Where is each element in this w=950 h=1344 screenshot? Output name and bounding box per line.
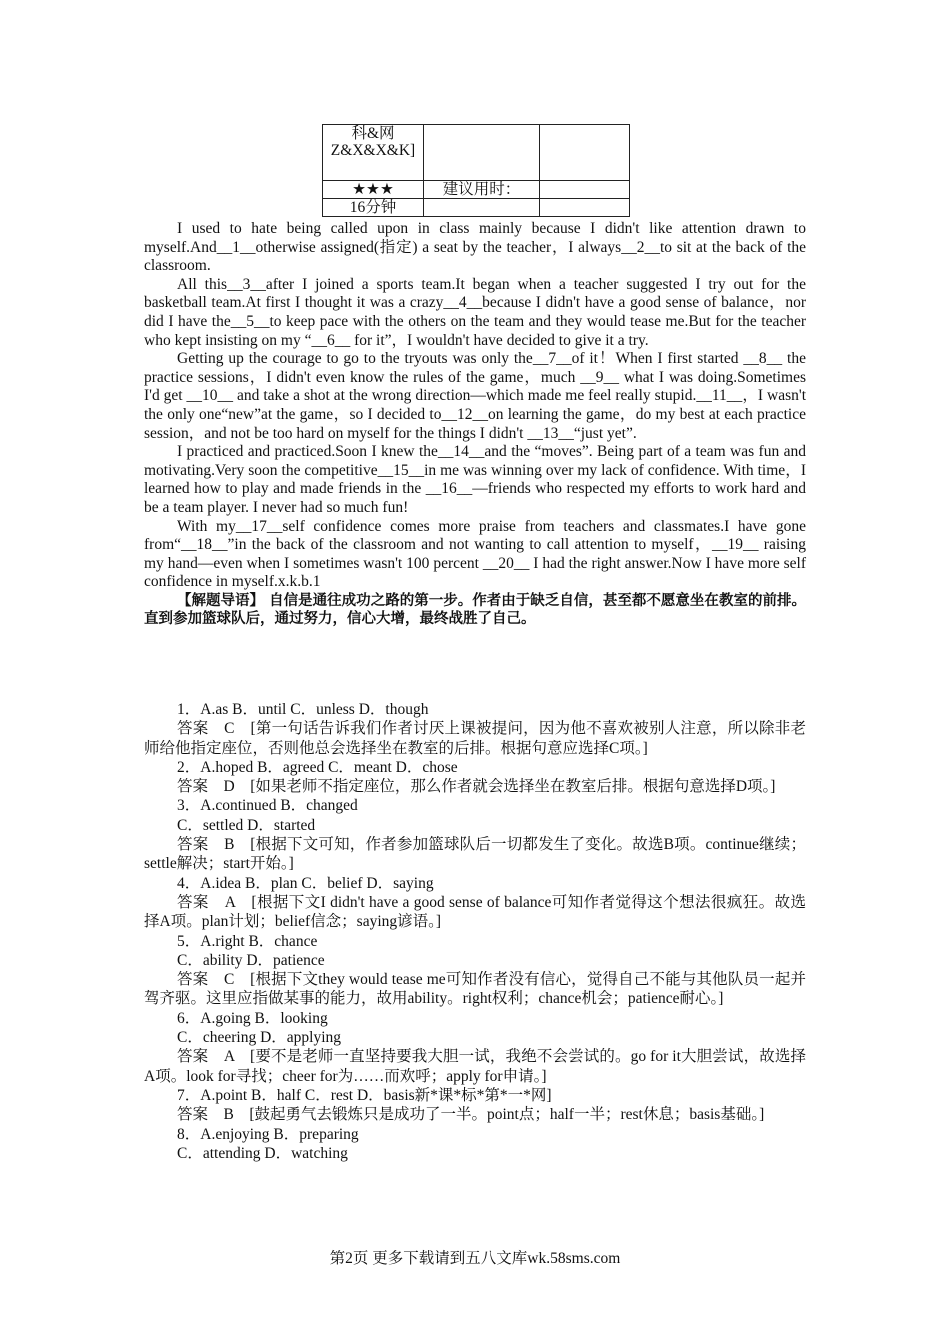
questions-list [144, 700, 806, 1163]
header-table [322, 124, 630, 217]
passage-paragraph: With my__17__self confidence comes more praise from teachers and classmates.I have gone from“__18__”in the back of the classroom and not wanting to call attention to myself，__19__ raising my hand—even when I sometimes wasn't 100 percent __20__ I had the right answer.Now I have more self confidence in myself.x.k.b.1 [144, 517, 806, 591]
passage-paragraph: Getting up the courage to go to the tryouts was only the__7__of it！When I first started __8__ the practice sessions，I didn't even know the rules of the game，much __9__ what I was doing.Sometimes I'd get __10__ and take a shot at the wrong direction—which made me feel really stupid.__11__，I wasn't the only one“new”at the game，so I decided to__12__on learning the game，do my best at each practice session，and not be too hard on myself for the things I didn't __13__“just yet”. [144, 350, 806, 442]
answer-explanation: 答案 C [根据下文they would tease me可知作者没有信心，觉得自己不能与其他队员一起并驾齐驱。这里应指做某事的能力，故用ability。right权利；chance机会；patience耐心。] [144, 971, 806, 1008]
passage-paragraph: All this__3__after I joined a sports team.It began when a teacher suggested I try out for the basketball team.At first I thought it was a crazy__4__because I didn't have a good sense of balance，nor did I have the__5__to keep pace with the others on the team and they would tease me.But for the teacher who kept insisting on my “__6__ for it”，I wouldn't have decided to give it a try. [144, 275, 806, 349]
question-5 [144, 932, 806, 1009]
passage-paragraph: I practiced and practiced.Soon I knew the__14__and the “moves”. Being part of a team was fun and motivating.Very soon the competitive__15__in me was winning over my lack of confidence. With time，I learned how to play and made friends in the __16__—friends who respected my efforts to work hard and be a team player. I never had so much fun! [144, 443, 806, 516]
question-options: C．attending D．watching [177, 1144, 348, 1162]
answer-explanation: 答案 A [根据下文I didn't have a good sense of balance可知作者觉得这个想法很疯狂。故选择A项。plan计划；belief信念；saying谚语。] [144, 893, 806, 931]
question-1 [144, 700, 806, 758]
answer-explanation: 答案 B [根据下文可知，作者参加篮球队后一切都发生了变化。故选B项。continue继续；settle解决；start开始。] [144, 836, 806, 873]
header-cell-source: 科&网Z&X&X&K] [323, 125, 424, 181]
header-cell-empty [424, 125, 540, 181]
question-options: 3．A.continued B．changed [177, 797, 358, 815]
question-7 [144, 1086, 806, 1125]
header-cell-empty [540, 181, 630, 199]
question-options: C．cheering D．applying [177, 1029, 342, 1047]
suggested-time-value: 16分钟 [323, 199, 424, 217]
question-8 [144, 1125, 806, 1164]
header-cell-empty [424, 199, 540, 217]
question-6 [144, 1009, 806, 1086]
answer-explanation: 答案 A [要不是老师一直坚持要我大胆一试，我绝不会尝试的。go for it大胆尝试，故选择A项。look for寻找；cheer for为……而欢呼；apply for申请。] [144, 1048, 806, 1085]
question-options: 6．A.going B．looking [177, 1009, 328, 1027]
answer-explanation: 答案 D [如果老师不指定座位，那么作者就会选择坐在教室后排。根据句意选择D项。] [177, 778, 776, 796]
question-options: 2．A.hoped B．agreed C．meant D．chose [177, 758, 458, 776]
answer-explanation: 答案 C [第一句话告诉我们作者讨厌上课被提问，因为他不喜欢被别人注意，所以除非老师给他指定座位，否则他总会选择坐在教室的后排。根据句意应选择C项。] [144, 720, 806, 757]
difficulty-stars: ★★★ [323, 181, 424, 199]
cloze-passage [144, 220, 806, 629]
header-cell-empty [540, 125, 630, 181]
passage-paragraph: I used to hate being called upon in class mainly because I didn't like attention drawn to myself.And__1__otherwise assigned(指定) a seat by the teacher，I always__2__to sit at the back of the classroom. [144, 220, 806, 275]
question-options: 1．A.as B．until C．unless D．though [177, 701, 429, 718]
question-2 [144, 758, 806, 797]
question-3 [144, 796, 806, 873]
question-4 [144, 874, 806, 932]
question-options: 5．A.right B．chance [177, 932, 318, 950]
question-options: 8．A.enjoying B．preparing [177, 1125, 359, 1143]
header-cell-empty [540, 199, 630, 217]
suggested-time-label: 建议用时： [424, 181, 540, 199]
question-options: 4．A.idea B．plan C．belief D．saying [177, 874, 434, 892]
question-options: C．ability D．patience [177, 951, 325, 969]
answer-explanation: 答案 B [鼓起勇气去锻炼只是成功了一半。point点；half一半；rest休息；basis基础。] [177, 1106, 765, 1124]
question-options: 7．A.point B．half C．rest D．basis新*课*标*第*一*网] [177, 1086, 552, 1104]
question-options: C．settled D．started [177, 816, 316, 834]
reading-guide: 【解题导语】 自信是通往成功之路的第一步。作者由于缺乏自信，甚至都不愿意坐在教室的前排。直到参加篮球队后，通过努力，信心大增，最终战胜了自己。 [144, 592, 806, 628]
page-footer: 第2页 更多下载请到五八文库wk.58sms.com [329, 1250, 621, 1267]
